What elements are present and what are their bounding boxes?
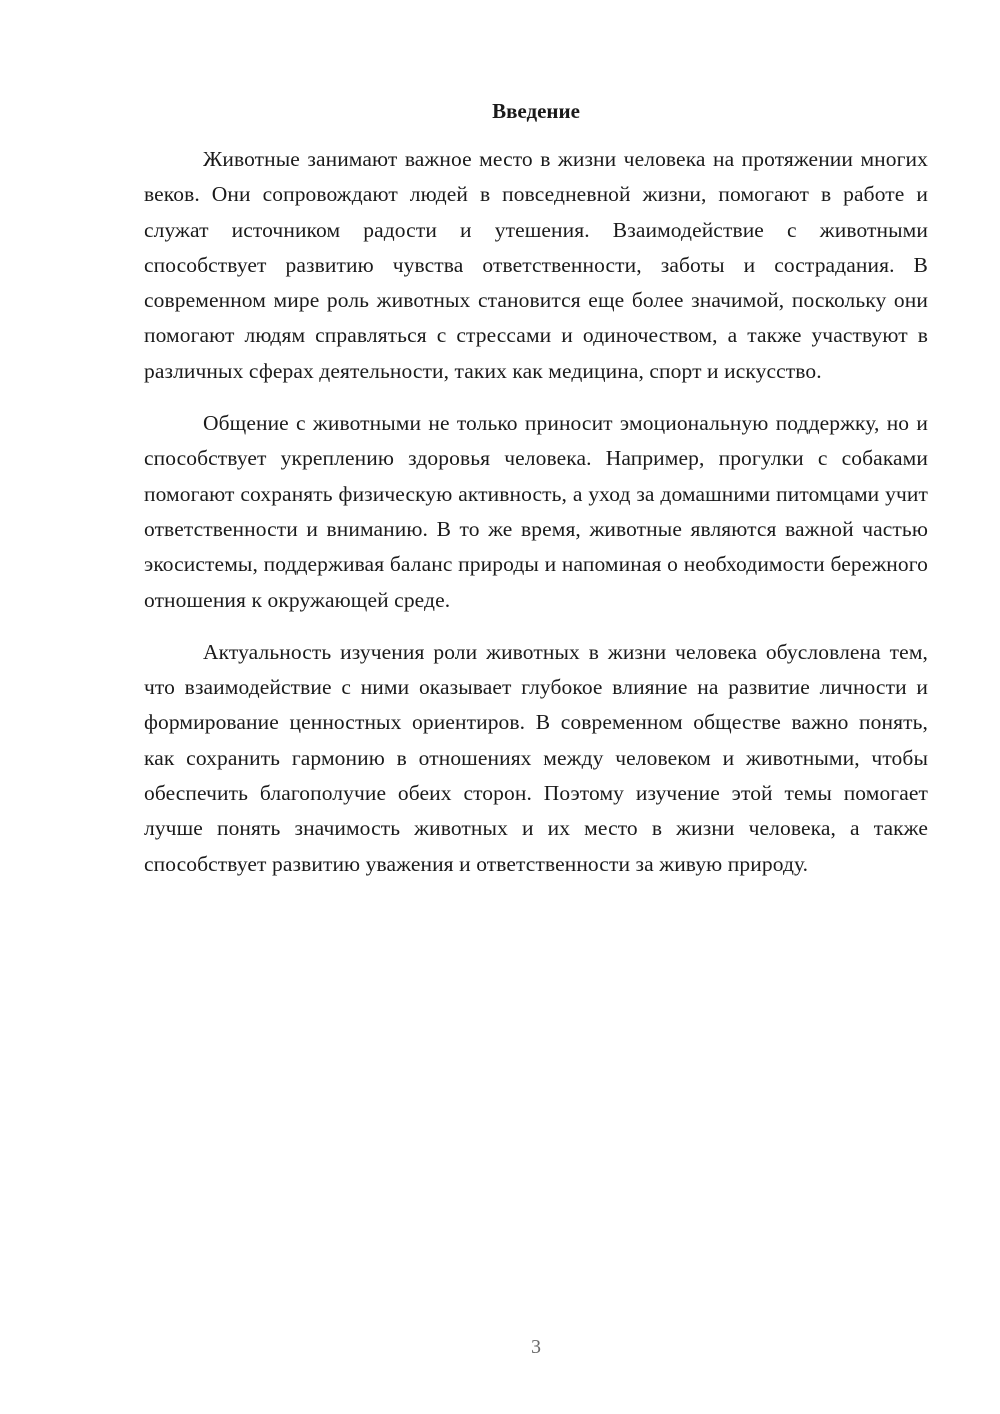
paragraph-3: Актуальность изучения роли животных в жизни человека обусловлена тем, что взаимодействие с ними оказывает глубокое влияние на развитие личности и формирование ценностных ориентиров. В современном обществе важно понять, как сохранить гармонию в отношениях между человеком и животными, чтобы обеспечить благополучие обеих сторон. Поэтому изучение этой темы помогает лучше понять значимость животных и их место в жизни человека, а также способствует развитию уважения и ответственности за живую природу.	[144, 639, 928, 876]
page-title: Введение	[492, 99, 580, 123]
paragraph-1: Животные занимают важное место в жизни человека на протяжении многих веков. Они сопровождают людей в повседневной жизни, помогают в работе и служат источником радости и утешения. Взаимодействие с животными способствует развитию чувства ответственности, заботы и сострадания. В современном мире роль животных становится еще более значимой, поскольку они помогают людям справляться с стрессами и одиночеством, а также участвуют в различных сферах деятельности, таких как медицина, спорт и искусство.	[144, 147, 928, 383]
body-text	[144, 142, 928, 899]
paragraph-2: Общение с животными не только приносит эмоциональную поддержку, но и способствует укреплению здоровья человека. Например, прогулки с собаками помогают сохранять физическую активность, а уход за домашними питомцами учит ответственности и вниманию. В то же время, животные являются важной частью экосистемы, поддерживая баланс природы и напоминая о необходимости бережного отношения к окружающей среде.	[144, 411, 928, 612]
page-number: 3	[531, 1336, 541, 1358]
